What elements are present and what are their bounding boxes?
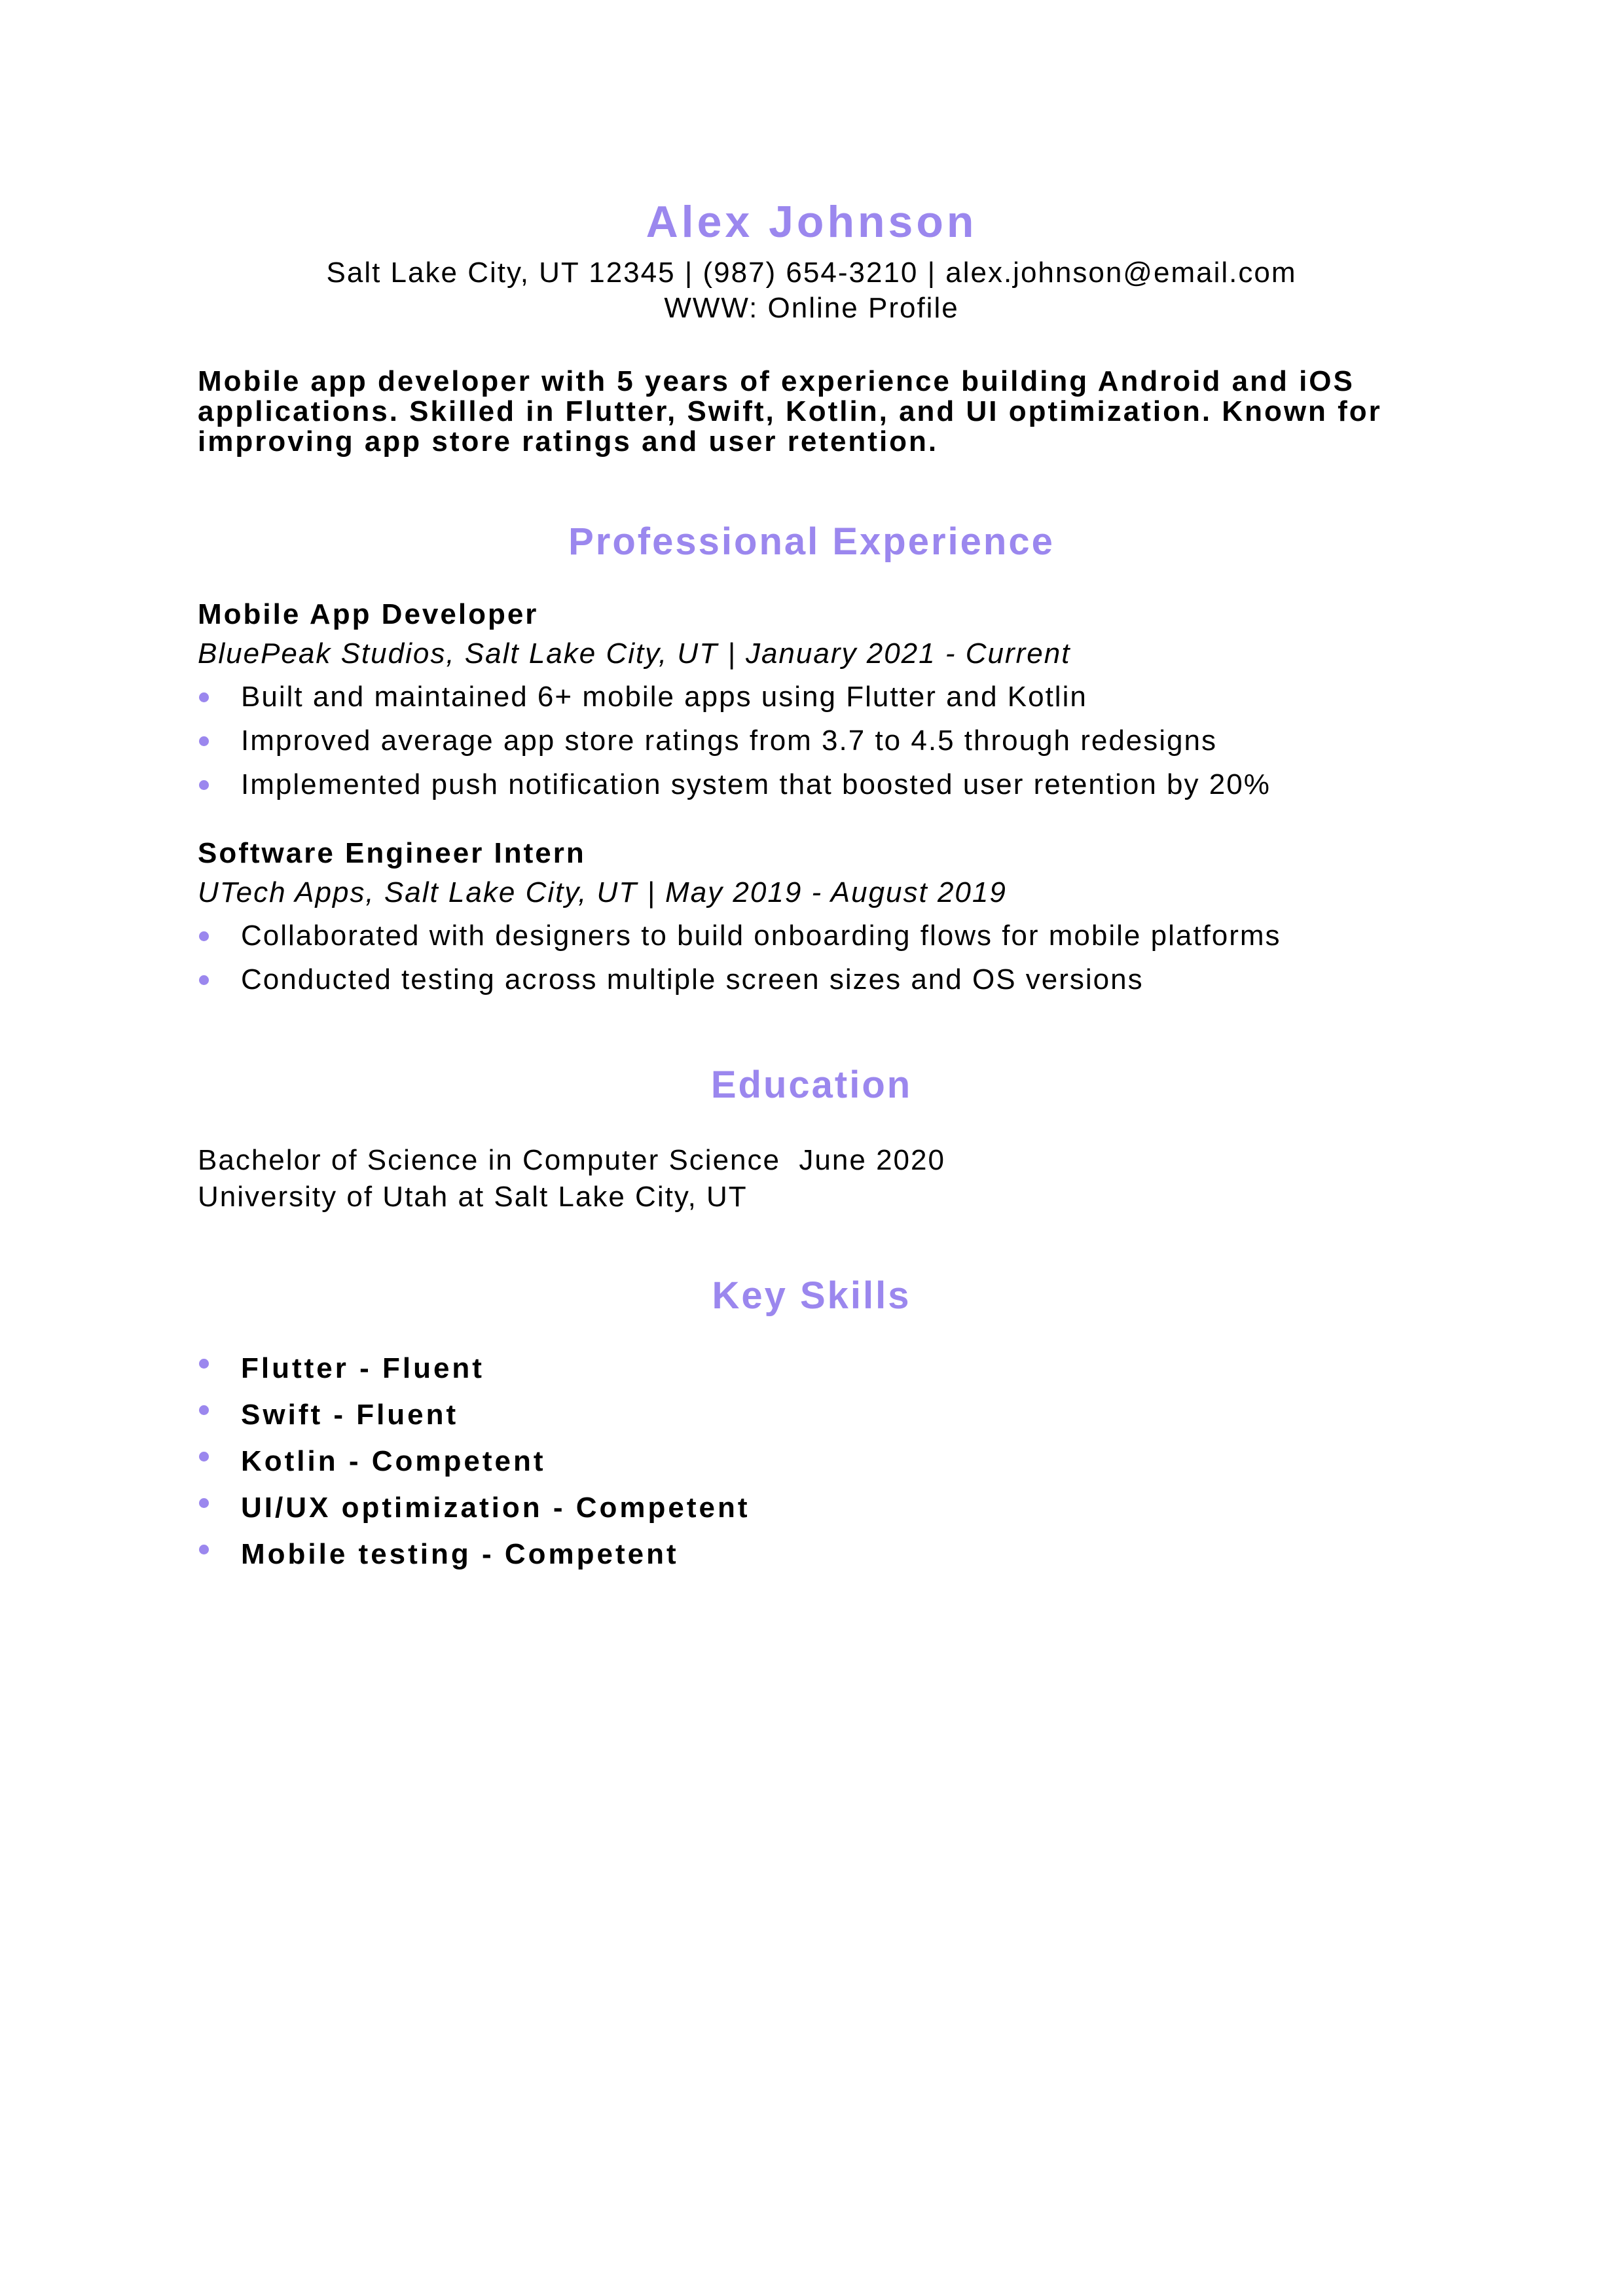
experience-heading: Professional Experience	[568, 520, 1055, 563]
job-bullet	[198, 918, 1442, 954]
job-entry	[198, 836, 1442, 1006]
job-bullet-text: Conducted testing across multiple screen sizes and OS versions	[241, 963, 1144, 996]
bullet-dot-icon	[199, 1545, 209, 1554]
skill-item	[198, 1536, 1442, 1573]
job-title: Mobile App Developer	[198, 598, 539, 630]
job-company-dates: UTech Apps, Salt Lake City, UT | May 2019 - August 2019	[198, 876, 1007, 908]
candidate-name: Alex Johnson	[646, 197, 977, 247]
education-degree: Bachelor of Science in Computer Science June 2020	[198, 1144, 945, 1176]
job-bullet-list	[198, 918, 1442, 997]
job-bullet	[198, 962, 1442, 997]
bullet-dot-icon	[199, 780, 209, 790]
bullet-dot-icon	[199, 1498, 209, 1508]
education-school: University of Utah at Salt Lake City, UT	[198, 1181, 748, 1213]
job-bullet-text: Implemented push notification system that boosted user retention by 20%	[241, 768, 1271, 800]
job-bullet	[198, 767, 1442, 802]
professional-summary: Mobile app developer with 5 years of experience building Android and iOS applications. Skilled in Flutter, Swift, Kotlin, and UI optimization. Known for improving app store ratings and user retention.	[198, 365, 1382, 457]
job-bullet	[198, 723, 1442, 759]
skill-item	[198, 1350, 1442, 1387]
skills-heading: Key Skills	[712, 1274, 911, 1317]
job-company-dates: BluePeak Studios, Salt Lake City, UT | January 2021 - Current	[198, 637, 1071, 670]
contact-line: Salt Lake City, UT 12345 | (987) 654-3210 | alex.johnson@email.com	[326, 257, 1297, 289]
skill-item	[198, 1443, 1442, 1480]
bullet-dot-icon	[199, 1359, 209, 1369]
skill-text: Flutter - Fluent	[241, 1352, 484, 1384]
skills-list	[198, 1350, 1442, 1583]
bullet-dot-icon	[199, 736, 209, 746]
job-title: Software Engineer Intern	[198, 837, 586, 869]
job-entry	[198, 597, 1442, 811]
education-heading: Education	[710, 1064, 913, 1106]
bullet-dot-icon	[199, 931, 209, 941]
skill-text: Kotlin - Competent	[241, 1445, 546, 1477]
bullet-dot-icon	[199, 692, 209, 702]
job-bullet-text: Improved average app store ratings from 3.7 to 4.5 through redesigns	[241, 725, 1217, 757]
job-bullet-list	[198, 679, 1442, 802]
bullet-dot-icon	[199, 1405, 209, 1415]
bullet-dot-icon	[199, 1452, 209, 1462]
online-profile-line: WWW: Online Profile	[664, 292, 959, 324]
job-bullet-text: Collaborated with designers to build onboarding flows for mobile platforms	[241, 920, 1281, 952]
job-bullet-text: Built and maintained 6+ mobile apps using Flutter and Kotlin	[241, 681, 1087, 713]
bullet-dot-icon	[199, 975, 209, 985]
skill-text: Swift - Fluent	[241, 1399, 459, 1431]
skill-text: Mobile testing - Competent	[241, 1538, 679, 1570]
job-bullet	[198, 679, 1442, 715]
skill-text: UI/UX optimization - Competent	[241, 1492, 750, 1524]
skill-item	[198, 1490, 1442, 1526]
skill-item	[198, 1397, 1442, 1433]
